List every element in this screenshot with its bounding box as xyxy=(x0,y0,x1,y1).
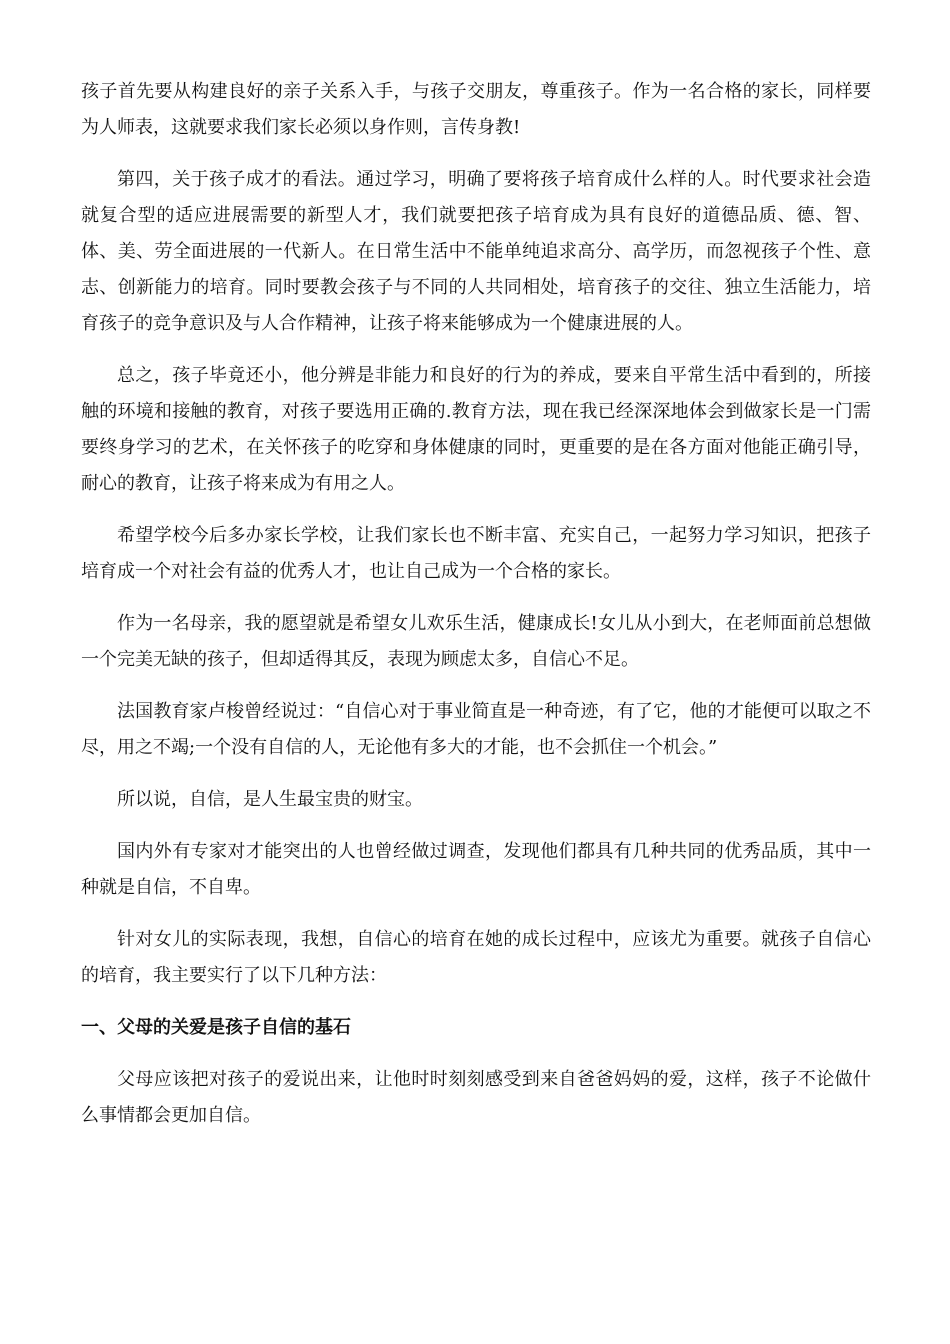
section-heading-one: 一、父母的关爱是孩子自信的基石 xyxy=(81,1017,351,1038)
paragraph-continued: 孩子首先要从构建良好的亲子关系入手，与孩子交朋友，尊重孩子。作为一名合格的家长，同样要为人师表，这就要求我们家长必须以身作则，言传身教! xyxy=(81,81,871,138)
paragraph-mother-wish: 作为一名母亲，我的愿望就是希望女儿欢乐生活，健康成长!女儿从小到大，在老师面前总想做一个完美无缺的孩子，但却适得其反，表现为顾虑太多，自信心不足。 xyxy=(81,613,871,670)
paragraph-hope: 希望学校今后多办家长学校，让我们家长也不断丰富、充实自己，一起努力学习知识，把孩子培育成一个对社会有益的优秀人才，也让自己成为一个合格的家长。 xyxy=(81,525,871,582)
paragraph-summary: 总之，孩子毕竟还小，他分辨是非能力和良好的行为的养成，要来自平常生活中看到的，所接触的环境和接触的教育，对孩子要选用正确的.教育方法，现在我已经深深地体会到做家长是一门需要终身学习的艺术，在关怀孩子的吃穿和身体健康的同时，更重要的是在各方面对他能正确引导，耐心的教育，让孩子将来成为有用之人。 xyxy=(81,365,871,494)
paragraph-parental-love: 父母应该把对孩子的爱说出来，让他时时刻刻感受到来自爸爸妈妈的爱，这样，孩子不论做什么事情都会更加自信。 xyxy=(81,1069,871,1126)
paragraph-rousseau-quote: 法国教育家卢梭曾经说过：“自信心对于事业简直是一种奇迹，有了它，他的才能便可以取之不尽，用之不竭;一个没有自信的人，无论他有多大的才能，也不会抓住一个机会。” xyxy=(81,701,871,758)
paragraph-fourth-point: 第四，关于孩子成才的看法。通过学习，明确了要将孩子培育成什么样的人。时代要求社会造就复合型的适应进展需要的新型人才，我们就要把孩子培育成为具有良好的道德品质、德、智、体、美、劳全面进展的一代新人。在日常生活中不能单纯追求高分、高学历，而忽视孩子个性、意志、创新能力的培育。同时要教会孩子与不同的人共同相处，培育孩子的交往、独立生活能力，培育孩子的竞争意识及与人合作精神，让孩子将来能够成为一个健康进展的人。 xyxy=(81,169,871,334)
paragraph-expert-survey: 国内外有专家对才能突出的人也曾经做过调查，发现他们都具有几种共同的优秀品质，其中一种就是自信，不自卑。 xyxy=(81,841,871,898)
paragraph-methods-intro: 针对女儿的实际表现，我想，自信心的培育在她的成长过程中，应该尤为重要。就孩子自信心的培育，我主要实行了以下几种方法： xyxy=(81,929,871,986)
document-body xyxy=(81,74,871,1150)
paragraph-confidence-treasure: 所以说，自信，是人生最宝贵的财宝。 xyxy=(117,789,423,810)
